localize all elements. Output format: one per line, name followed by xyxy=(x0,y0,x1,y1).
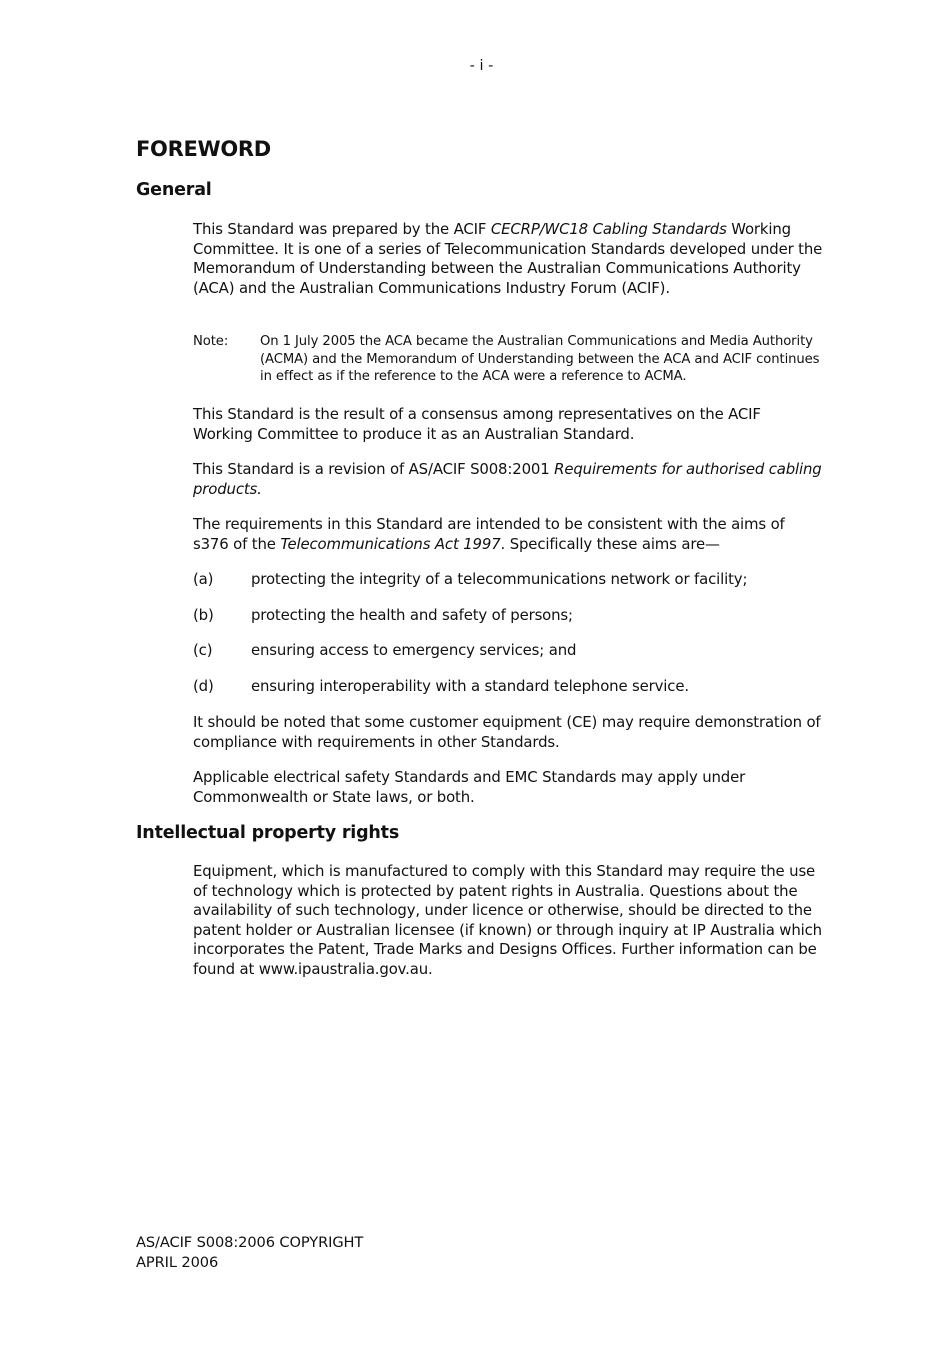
note-text: On 1 July 2005 the ACA became the Australian Communications and Media Authority (ACMA) and the Memorandum of Understanding between the ACA and ACIF continues in effect as if the reference to the ACA were a reference to ACMA. xyxy=(260,334,820,385)
aim-text: protecting the health and safety of persons; xyxy=(251,606,573,624)
footer-date: APRIL 2006 xyxy=(136,1253,219,1271)
page-title: FOREWORD xyxy=(136,137,271,161)
general-paragraph-3 xyxy=(193,460,823,499)
aim-marker: (d) xyxy=(193,677,214,695)
footer-copyright: AS/ACIF S008:2006 COPYRIGHT xyxy=(136,1234,364,1251)
general-paragraph-4-suffix: . Specifically these aims are— xyxy=(500,534,720,553)
general-paragraph-1-prefix: This Standard was prepared by the ACIF xyxy=(193,220,491,238)
ip-paragraph: Equipment, which is manufactured to comply with this Standard may require the use of technology which is protected by patent rights in Australia. Questions about the availability of such technology, under licence or otherwise, should be directed to the patent holder or Australian licensee (if known) or through inquiry at IP Australia which incorporates the Patent, Trade Marks and Designs Offices. Further information can be found at www.ipaustralia.gov.au. xyxy=(193,862,822,978)
aim-marker: (a) xyxy=(193,570,214,588)
general-paragraph-1 xyxy=(193,220,823,298)
footer xyxy=(136,1233,363,1272)
section-heading-ip: Intellectual property rights xyxy=(136,823,400,843)
note-label: Note: xyxy=(193,334,229,349)
general-paragraph-1-suffix: Working Committee. It is one of a series of Telecommunication Standards developed under the Memorandum of Understanding between the Australian Communications Authority (ACA) and the Australian Communications Industry Forum (ACIF). xyxy=(193,220,823,297)
general-paragraph-6: Applicable electrical safety Standards and EMC Standards may apply under Commonwealth or State laws, or both. xyxy=(193,768,746,806)
general-paragraph-2: This Standard is the result of a consensus among representatives on the ACIF Working Committee to produce it as an Australian Standard. xyxy=(193,405,761,443)
page-number: - i - xyxy=(469,58,494,74)
aim-text: ensuring interoperability with a standard telephone service. xyxy=(251,677,689,695)
general-paragraph-3-prefix: This Standard is a revision of AS/ACIF S008:2001 xyxy=(193,460,555,478)
section-heading-general: General xyxy=(136,180,212,200)
act-title: Telecommunications Act 1997 xyxy=(280,534,501,553)
general-paragraph-5: It should be noted that some customer equipment (CE) may require demonstration of compliance with requirements in other Standards. xyxy=(193,713,821,751)
committee-name: CECRP/WC18 Cabling Standards xyxy=(490,220,727,238)
general-paragraph-4 xyxy=(193,515,823,554)
aim-text: ensuring access to emergency services; and xyxy=(251,641,577,659)
aim-text: protecting the integrity of a telecommunications network or facility; xyxy=(251,570,748,588)
revised-standard-title: Requirements for authorised cabling products. xyxy=(193,460,822,498)
aim-marker: (b) xyxy=(193,606,214,624)
aim-marker: (c) xyxy=(193,641,213,659)
general-paragraph-4-prefix: The requirements in this Standard are intended to be consistent with the aims of s376 of the xyxy=(193,515,785,553)
